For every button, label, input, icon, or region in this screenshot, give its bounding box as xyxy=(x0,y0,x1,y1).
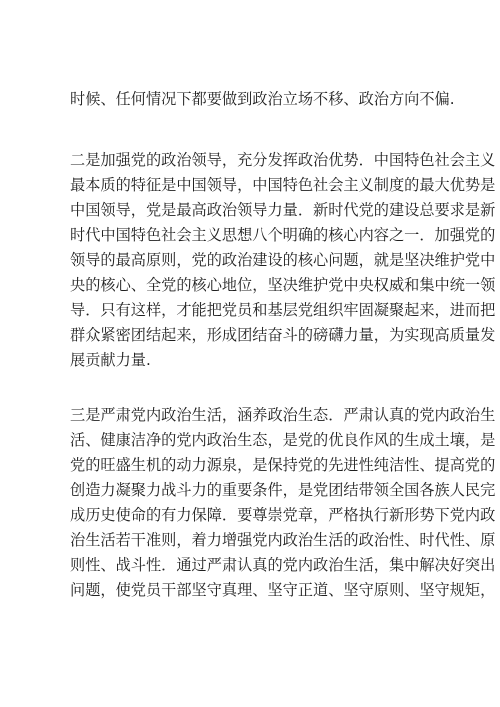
paragraph-3-line-2: 活、健康洁净的党内政治生态，是党的优良作风的生成土壤，是 xyxy=(70,431,496,449)
paragraph-3-line-6: 治生活若干准则，着力增强党内政治生活的政治性、时代性、原 xyxy=(70,531,496,549)
paragraph-3-line-8: 问题，使党员干部坚守真理、坚守正道、坚守原则、坚守规矩， xyxy=(70,581,496,599)
paragraph-2-line-5: 领导的最高原则，党的政治建设的核心问题，就是坚决维护党中 xyxy=(70,251,496,269)
paragraph-2-line-9: 展贡献力量. xyxy=(70,351,151,369)
paragraph-2-line-3: 中国领导，党是最高政治领导力量．新时代党的建设总要求是新 xyxy=(70,201,496,219)
paragraph-3-line-1: 三是严肃党内政治生活，涵养政治生态．严肃认真的党内政治生 xyxy=(70,406,496,424)
paragraph-2-line-1: 二是加强党的政治领导，充分发挥政治优势．中国特色社会主义 xyxy=(70,151,496,169)
paragraph-2-line-8: 群众紧密团结起来，形成团结奋斗的磅礴力量，为实现高质量发 xyxy=(70,326,496,344)
paragraph-2-line-7: 导．只有这样，才能把党员和基层党组织牢固凝聚起来，进而把 xyxy=(70,301,496,319)
paragraph-3-line-7: 则性、战斗性．通过严肃认真的党内政治生活，集中解决好突出 xyxy=(70,556,496,574)
paragraph-2-line-6: 央的核心、全党的核心地位，坚决维护党中央权威和集中统一领 xyxy=(70,276,496,294)
paragraph-3-line-4: 创造力凝聚力战斗力的重要条件，是党团结带领全国各族人民完 xyxy=(70,481,496,499)
paragraph-2-line-4: 时代中国特色社会主义思想八个明确的核心内容之一．加强党的 xyxy=(70,226,496,244)
paragraph-2-line-2: 最本质的特征是中国领导，中国特色社会主义制度的最大优势是 xyxy=(70,176,496,194)
paragraph-3-line-5: 成历史使命的有力保障．要尊崇党章，严格执行新形势下党内政 xyxy=(70,506,496,524)
paragraph-3-line-3: 党的旺盛生机的动力源泉，是保持党的先进性纯洁性、提高党的 xyxy=(70,456,496,474)
paragraph-1-line-1: 时候、任何情况下都要做到政治立场不移、政治方向不偏. xyxy=(70,90,455,108)
